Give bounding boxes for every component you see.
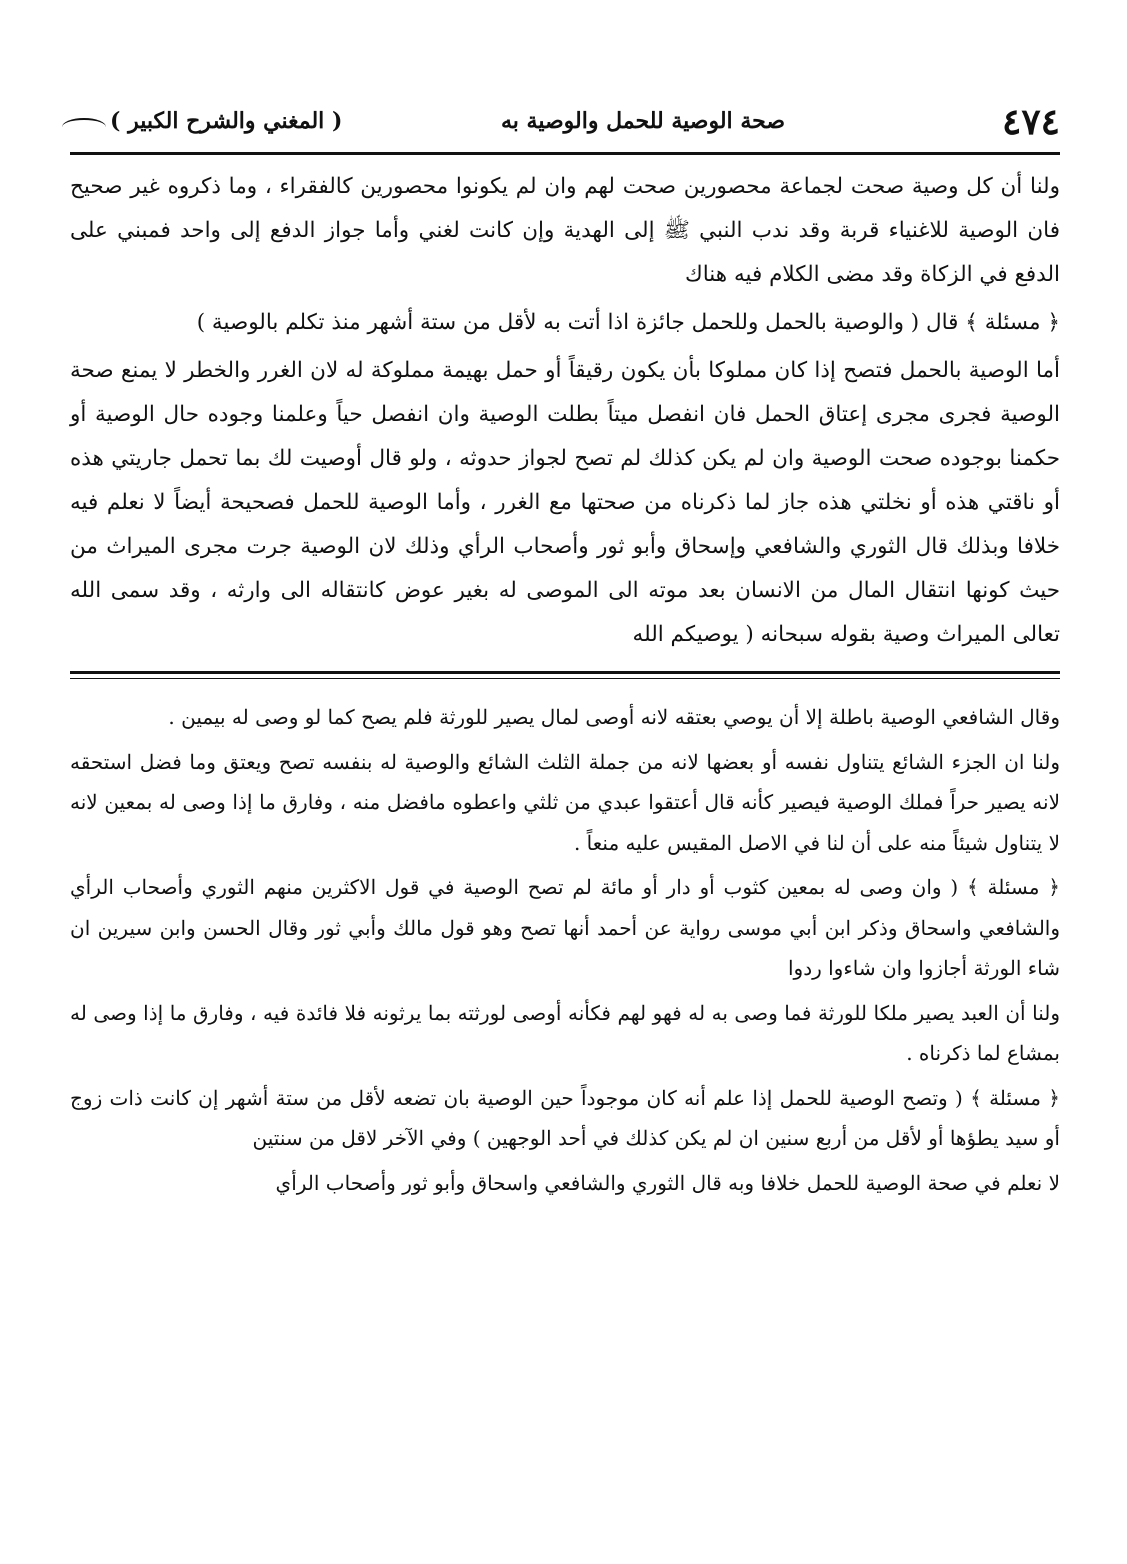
page-number: ٤٧٤ [1001, 101, 1060, 143]
main-paragraph-masala: ﴿ مسئلة ﴾ قال ( والوصية بالحمل وللحمل جائزة اذا أتت به لأقل من ستة أشهر منذ تكلم بالوصية ) [196, 310, 1060, 335]
commentary-paragraph-masala: ﴿ مسئلة ﴾ ( وان وصى له بمعين كثوب أو دار أو مائة لم تصح الوصية في قول الاكثرين منهم الثوري وأصحاب الرأي والشافعي واسحاق وذكر ابن أبي موسى رواية عن أحمد أنها تصح وهو قول مالك وأبي ثور وقال الحسن وابن سيرين ان شاء الورثة أجازوا وان شاءوا ردوا [70, 875, 1060, 980]
running-title: صحة الوصية للحمل والوصية به [500, 108, 785, 134]
book-title: ( المغني والشرح الكبير ) [110, 108, 343, 134]
main-paragraph: ولنا أن كل وصية صحت لجماعة محصورين صحت لهم وان لم يكونوا محصورين كالفقراء ، وما ذكروه غير صحيح فان الوصية للاغنياء قربة وقد ندب النبي ﷺ إلى الهدية وإن كانت لغني وأما جواز الدفع إلى واحد فمبني على الدفع في الزكاة وقد مضى الكلام فيه هناك [70, 174, 1060, 287]
book-page [70, 100, 1060, 1203]
main-paragraph: أما الوصية بالحمل فتصح إذا كان مملوكا بأن يكون رقيقاً أو حمل بهيمة مملوكة له لان الغرر والخطر لا يمنع صحة الوصية فجرى مجرى إعتاق الحمل فان انفصل ميتاً بطلت الوصية وان انفصل حياً وعلمنا وجوده حال الوصية أو حكمنا بوجوده صحت الوصية وان لم يكن كذلك لم تصح لجواز حدوثه ، ولو قال أوصيت لك بما تحمل جاريتي هذه أو ناقتي هذه أو نخلتي هذه جاز لما ذكرناه من صحتها مع الغرر ، وأما الوصية للحمل فصحيحة أيضاً لا نعلم فيه خلافا وبذلك قال الثوري والشافعي وإسحاق وأبو ثور وأصحاب الرأي وذلك لان الوصية جرت مجرى الميراث من حيث كونها انتقال المال من الانسان بعد موته الى الموصى له بغير عوض كانتقاله الى وارثه ، وقد سمى الله تعالى الميراث وصية بقوله سبحانه ( يوصيكم الله [70, 358, 1060, 647]
commentary-paragraph: ولنا أن العبد يصير ملكا للورثة فما وصى به له فهو لهم فكأنه أوصى لورثته بما يرثونه فلا فائدة فيه ، وفارق ما إذا وصى له بمشاع لما ذكرناه . [70, 1000, 1060, 1065]
commentary-paragraph-masala: ﴿ مسئلة ﴾ ( وتصح الوصية للحمل إذا علم أنه كان موجوداً حين الوصية بان تضعه لأقل من ستة أشهر إن كانت ذات زوج أو سيد يطؤها أو لأقل من أربع سنين ان لم يكن كذلك في أحد الوجهين ) وفي الآخر لاقل من سنتين [70, 1085, 1060, 1150]
header-flourish-icon [62, 118, 106, 136]
commentary-paragraph: لا نعلم في صحة الوصية للحمل خلافا وبه قال الثوري والشافعي واسحاق وأبو ثور وأصحاب الرأي [275, 1170, 1060, 1195]
commentary-text [70, 691, 1060, 1203]
commentary-paragraph: وقال الشافعي الوصية باطلة إلا أن يوصي بعتقه لانه أوصى لمال يصير للورثة فلم يصح كما لو وصى له بيمين . [168, 705, 1060, 729]
commentary-paragraph: ولنا ان الجزء الشائع يتناول نفسه أو بعضها لانه من جملة الثلث الشائع والوصية له بنفسه تصح ويعتق وما فضل استحقه لانه يصير حراً فملك الوصية فيصير كأنه قال أعتقوا عبدي من ثلثي واعطوه مافضل منه ، وفارق ما إذا وصى له بمعين لانه لا يتناول شيئاً منه على أن لنا في الاصل المقيس عليه منعاً . [70, 749, 1060, 855]
separator-line-thick [70, 671, 1060, 674]
main-text [70, 165, 1060, 657]
separator-line-thin [70, 678, 1060, 679]
header-rule [70, 152, 1060, 155]
section-separator [70, 671, 1060, 679]
page-header [70, 100, 1060, 152]
